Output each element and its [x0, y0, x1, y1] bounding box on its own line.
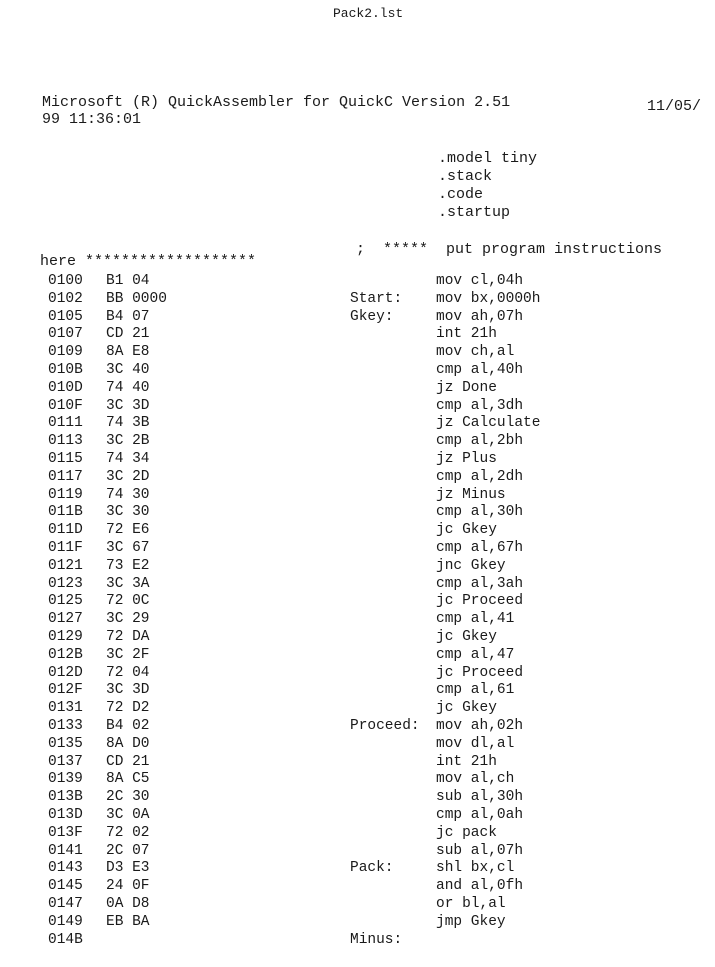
opcode-bytes-cell: B4 02: [106, 718, 150, 734]
opcode-bytes-cell: CD 21: [106, 753, 150, 770]
instruction-cell: sub al,07h: [436, 842, 524, 859]
opcode-bytes-cell: 3C 0A: [106, 807, 150, 823]
listing-row: [0, 361, 715, 379]
assembler-banner: Microsoft (R) QuickAssembler for QuickC Version 2.51: [42, 94, 511, 111]
address-cell: 0123: [48, 575, 83, 592]
address-cell: 010D: [48, 379, 83, 396]
document-filename: Pack2.lst: [333, 6, 404, 21]
instruction-cell: cmp al,47: [436, 646, 515, 663]
instruction-cell: cmp al,40h: [436, 362, 524, 378]
address-cell: 014B: [48, 931, 83, 948]
address-cell: 0100: [48, 273, 83, 289]
instruction-cell: jc Proceed: [436, 664, 524, 681]
instruction-cell: jz Plus: [436, 451, 497, 467]
opcode-bytes-cell: 3C 40: [106, 362, 150, 378]
opcode-bytes-cell: D3 E3: [106, 860, 150, 877]
instruction-cell: jz Minus: [436, 486, 506, 503]
instruction-cell: jz Calculate: [436, 415, 541, 432]
listing-row: [0, 397, 715, 415]
label-cell: Start:: [350, 290, 403, 307]
address-cell: 012D: [48, 664, 83, 681]
instruction-cell: sub al,30h: [436, 789, 524, 806]
instruction-cell: mov cl,04h: [436, 273, 524, 289]
opcode-bytes-cell: 0A D8: [106, 896, 150, 912]
opcode-bytes-cell: 3C 2B: [106, 433, 150, 450]
opcode-bytes-cell: 8A E8: [106, 344, 150, 361]
listing-row: [0, 450, 715, 468]
listing-row: [0, 806, 715, 824]
instruction-cell: mov ch,al: [436, 344, 515, 361]
listing-row: [0, 735, 715, 753]
listing-row: [0, 877, 715, 895]
address-cell: 0107: [48, 326, 83, 343]
instruction-cell: cmp al,67h: [436, 540, 524, 556]
address-cell: 0145: [48, 878, 83, 895]
listing-row: [0, 521, 715, 539]
address-cell: 010F: [48, 397, 83, 414]
address-cell: 0129: [48, 629, 83, 645]
listing-row: [0, 575, 715, 593]
directive-startup: .startup: [438, 204, 511, 221]
listing-row: [0, 592, 715, 610]
instruction-cell: cmp al,30h: [436, 504, 524, 521]
listing-row: [0, 859, 715, 877]
instruction-cell: cmp al,2dh: [436, 468, 524, 485]
listing-row: [0, 681, 715, 699]
listing-row: [0, 325, 715, 343]
listing-row: [0, 824, 715, 842]
opcode-bytes-cell: 2C 30: [106, 789, 150, 806]
instruction-cell: jc Gkey: [436, 700, 497, 717]
address-cell: 0139: [48, 771, 83, 788]
address-cell: 012B: [48, 646, 83, 663]
instruction-cell: jnc Gkey: [436, 557, 506, 574]
address-cell: 0109: [48, 344, 83, 361]
address-cell: 0117: [48, 468, 83, 485]
listing-row: [0, 610, 715, 628]
address-cell: 011B: [48, 504, 83, 521]
opcode-bytes-cell: 3C 29: [106, 611, 150, 628]
listing-row: [0, 788, 715, 806]
listing-row: [0, 895, 715, 913]
opcode-bytes-cell: B1 04: [106, 273, 150, 289]
address-cell: 013F: [48, 824, 83, 841]
address-cell: 013B: [48, 789, 83, 806]
instruction-cell: jmp Gkey: [436, 913, 506, 930]
listing-row: [0, 646, 715, 664]
listing-row: [0, 842, 715, 860]
label-cell: Gkey:: [350, 308, 394, 325]
instruction-cell: cmp al,61: [436, 682, 515, 699]
comment-line: ; ***** put program instructions: [356, 241, 663, 258]
opcode-bytes-cell: 72 02: [106, 824, 150, 841]
address-cell: 0127: [48, 611, 83, 628]
instruction-cell: int 21h: [436, 753, 497, 770]
address-cell: 0135: [48, 735, 83, 752]
label-cell: Proceed:: [350, 718, 420, 734]
instruction-cell: or bl,al: [436, 896, 506, 912]
directive-code: .code: [438, 186, 484, 203]
instruction-cell: cmp al,2bh: [436, 433, 524, 450]
listing-row: [0, 503, 715, 521]
instruction-cell: and al,0fh: [436, 878, 524, 895]
listing-row: [0, 753, 715, 771]
address-cell: 0131: [48, 700, 83, 717]
instruction-cell: mov bx,0000h: [436, 290, 541, 307]
listing-row: [0, 699, 715, 717]
instruction-cell: jc Proceed: [436, 593, 524, 610]
opcode-bytes-cell: B4 07: [106, 308, 150, 325]
address-cell: 0102: [48, 290, 83, 307]
opcode-bytes-cell: CD 21: [106, 326, 150, 343]
opcode-bytes-cell: 8A C5: [106, 771, 150, 788]
opcode-bytes-cell: 2C 07: [106, 842, 150, 859]
address-cell: 0125: [48, 593, 83, 610]
opcode-bytes-cell: 74 3B: [106, 415, 150, 432]
directive-stack: .stack: [438, 168, 493, 185]
listing-row: [0, 770, 715, 788]
instruction-cell: mov ah,07h: [436, 308, 524, 325]
listing-row: [0, 486, 715, 504]
opcode-bytes-cell: 3C 67: [106, 540, 150, 556]
instruction-cell: shl bx,cl: [436, 860, 515, 877]
listing-row: [0, 343, 715, 361]
address-cell: 0141: [48, 842, 83, 859]
opcode-bytes-cell: 74 30: [106, 486, 150, 503]
address-cell: 011F: [48, 540, 83, 556]
instruction-cell: cmp al,3dh: [436, 397, 524, 414]
address-cell: 0143: [48, 860, 83, 877]
address-cell: 0149: [48, 913, 83, 930]
opcode-bytes-cell: 72 04: [106, 664, 150, 681]
address-cell: 011D: [48, 522, 83, 539]
instruction-cell: mov al,ch: [436, 771, 515, 788]
address-cell: 0133: [48, 718, 83, 734]
date-part2: 99 11:36:01: [42, 111, 142, 128]
address-cell: 012F: [48, 682, 83, 699]
listing-row: [0, 717, 715, 735]
opcode-bytes-cell: 72 D2: [106, 700, 150, 717]
opcode-bytes-cell: 74 40: [106, 379, 150, 396]
address-cell: 0147: [48, 896, 83, 912]
opcode-bytes-cell: 24 0F: [106, 878, 150, 895]
opcode-bytes-cell: 73 E2: [106, 557, 150, 574]
instruction-cell: jc pack: [436, 824, 497, 841]
instruction-cell: jc Gkey: [436, 522, 497, 539]
opcode-bytes-cell: BB 0000: [106, 290, 167, 307]
address-cell: 013D: [48, 807, 83, 823]
opcode-bytes-cell: 3C 2F: [106, 646, 150, 663]
opcode-bytes-cell: 72 DA: [106, 629, 150, 645]
instruction-cell: int 21h: [436, 326, 497, 343]
opcode-bytes-cell: 3C 3D: [106, 397, 150, 414]
listing-row: [0, 931, 715, 949]
address-cell: 0111: [48, 415, 83, 432]
instruction-cell: mov dl,al: [436, 735, 515, 752]
label-cell: Minus:: [350, 931, 403, 948]
opcode-bytes-cell: EB BA: [106, 913, 150, 930]
opcode-bytes-cell: 72 E6: [106, 522, 150, 539]
instruction-cell: mov ah,02h: [436, 718, 524, 734]
listing-row: [0, 664, 715, 682]
listing-row: [0, 379, 715, 397]
listing-row: [0, 628, 715, 646]
address-cell: 010B: [48, 362, 83, 378]
listing-row: [0, 557, 715, 575]
listing-row: [0, 414, 715, 432]
listing-row: [0, 432, 715, 450]
opcode-bytes-cell: 8A D0: [106, 735, 150, 752]
instruction-cell: cmp al,0ah: [436, 807, 524, 823]
opcode-bytes-cell: 74 34: [106, 451, 150, 467]
opcode-bytes-cell: 3C 30: [106, 504, 150, 521]
listing-row: [0, 539, 715, 557]
address-cell: 0115: [48, 451, 83, 467]
address-cell: 0119: [48, 486, 83, 503]
opcode-bytes-cell: 3C 3A: [106, 575, 150, 592]
instruction-cell: cmp al,41: [436, 611, 515, 628]
comment-continued: here *******************: [40, 253, 257, 270]
listing-row: [0, 290, 715, 308]
address-cell: 0121: [48, 557, 83, 574]
listing-row: [0, 913, 715, 931]
opcode-bytes-cell: 72 0C: [106, 593, 150, 610]
opcode-bytes-cell: 3C 2D: [106, 468, 150, 485]
instruction-cell: jz Done: [436, 379, 497, 396]
address-cell: 0137: [48, 753, 83, 770]
opcode-bytes-cell: 3C 3D: [106, 682, 150, 699]
listing-row: [0, 272, 715, 290]
instruction-cell: jc Gkey: [436, 629, 497, 645]
directive-model: .model tiny: [438, 150, 538, 167]
instruction-cell: cmp al,3ah: [436, 575, 524, 592]
listing-row: [0, 308, 715, 326]
date-part1: 11/05/: [647, 98, 702, 115]
address-cell: 0113: [48, 433, 83, 450]
listing-row: [0, 468, 715, 486]
address-cell: 0105: [48, 308, 83, 325]
label-cell: Pack:: [350, 860, 394, 877]
